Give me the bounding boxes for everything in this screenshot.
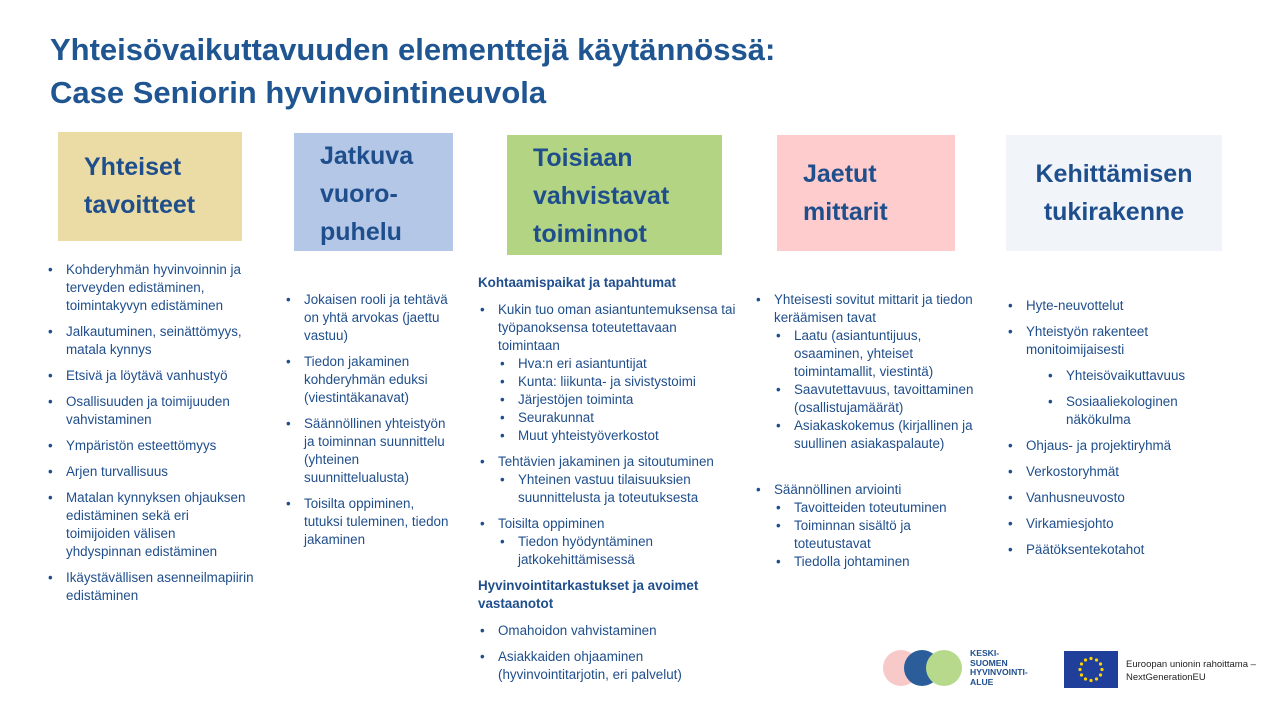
list-item: • Vanhusneuvosto (1006, 489, 1206, 507)
column-jatkuva-vuoropuhelu (284, 291, 456, 557)
sub-list-item: • Tiedon hyödyntäminen jatkokehittämisessä (498, 533, 740, 569)
list-item (1006, 323, 1206, 429)
column-toisiaan-vahvistavat (478, 274, 740, 692)
list-item: • Ikäystävällisen asenneilmapiirin edistäminen (46, 569, 254, 605)
sub-list-item: • Yhteisövaikuttavuus (1046, 367, 1206, 385)
header-line: toiminnot (533, 220, 647, 248)
header-jaetut-mittarit (777, 135, 955, 251)
list-item: • Etsivä ja löytävä vanhustyö (46, 367, 254, 385)
list-item: • Säännöllinen yhteistyön ja toiminnan suunnittelu (yhteinen suunnittelualusta) (284, 415, 456, 487)
header-line: tavoitteet (84, 191, 196, 219)
sub-list-item: • Hva:n eri asiantuntijat (498, 355, 740, 373)
subheading-kohtaamispaikat: Kohtaamispaikat ja tapahtumat (478, 275, 676, 290)
sub-list-item: • Muut yhteistyöverkostot (498, 427, 740, 445)
title-line-1: Yhteisövaikuttavuuden elementtejä käytännössä: (50, 32, 776, 67)
sub-list-item: • Laatu (asiantuntijuus, osaaminen, yhteiset toimintamallit, viestintä) (774, 327, 976, 381)
header-yhteiset-tavoitteet (58, 132, 242, 241)
eu-star (1080, 673, 1083, 676)
list-item: • Virkamiesjohto (1006, 515, 1206, 533)
list-item: • Omahoidon vahvistaminen (478, 622, 740, 640)
eu-funding-text (1126, 658, 1256, 684)
title-line-2: Case Seniorin hyvinvointineuvola (50, 75, 547, 110)
list-item: • Ympäristön esteettömyys (46, 437, 254, 455)
list-item (478, 301, 740, 445)
eu-star (1080, 662, 1083, 665)
eu-text-line: Euroopan unionin rahoittama – (1126, 659, 1256, 670)
list-item: • Arjen turvallisuus (46, 463, 254, 481)
eu-star (1084, 658, 1087, 661)
eu-flag-icon (1064, 651, 1118, 688)
header-kehittamisen-tukirakenne (1006, 135, 1222, 251)
subheading-hyvinvointitarkastukset: Hyvinvointitarkastukset ja avoimet vastaanotot (478, 578, 699, 611)
eu-star (1089, 679, 1092, 682)
list-item-text: Yhteistyön rakenteet monitoimijaisesti (1026, 324, 1149, 357)
eu-star (1084, 677, 1087, 680)
list-item: • Osallisuuden ja toimijuuden vahvistaminen (46, 393, 254, 429)
sub-list-item: • Seurakunnat (498, 409, 740, 427)
logo-text-line: SUOMEN (970, 657, 1008, 668)
eu-star (1095, 658, 1098, 661)
list-item: • Päätöksentekotahot (1006, 541, 1206, 559)
logo-text-line: ALUE (970, 676, 994, 687)
page-title (50, 28, 775, 114)
list-item (754, 481, 976, 571)
eu-star (1099, 662, 1102, 665)
region-logo-text (970, 649, 1028, 687)
region-logo-circles (882, 648, 968, 688)
list-item-text: Säännöllinen arviointi (774, 482, 902, 497)
list-item: • Jalkautuminen, seinättömyys, matala kynnys (46, 323, 254, 359)
header-line: tukirakenne (1043, 198, 1185, 226)
list-item (754, 291, 976, 453)
sub-list-item: • Sosiaaliekologinen näkökulma (1046, 393, 1206, 429)
sub-list-item: • Tiedolla johtaminen (774, 553, 976, 571)
region-logo (882, 648, 1042, 688)
sub-list-item: • Kunta: liikunta- ja sivistystoimi (498, 373, 740, 391)
list-item: • Tiedon jakaminen kohderyhmän eduksi (viestintäkanavat) (284, 353, 456, 407)
logo-text-line: HYVINVOINTI- (970, 667, 1028, 677)
list-item-text: Toisilta oppiminen (498, 516, 605, 531)
sub-list-item: • Saavutettavuus, tavoittaminen (osallistujamäärät) (774, 381, 976, 417)
header-line: Kehittämisen (1035, 160, 1193, 188)
header-line: Yhteiset (84, 153, 182, 181)
list-item: • Matalan kynnyksen ohjauksen edistäminen sekä eri toimijoiden välisen yhdyspinnan edistäminen (46, 489, 254, 561)
sub-list-item: • Järjestöjen toiminta (498, 391, 740, 409)
header-toisiaan-vahvistavat (507, 135, 722, 255)
sub-list-item: • Asiakaskokemus (kirjallinen ja suullinen asiakaspalaute) (774, 417, 976, 453)
list-item-text: Tehtävien jakaminen ja sitoutuminen (498, 454, 714, 469)
list-item: • Kohderyhmän hyvinvoinnin ja terveyden edistäminen, toimintakyvyn edistäminen (46, 261, 254, 315)
eu-text-line: NextGenerationEU (1126, 672, 1206, 683)
list-item-text: Yhteisesti sovitut mittarit ja tiedon keräämisen tavat (774, 292, 973, 325)
list-item: • Verkostoryhmät (1006, 463, 1206, 481)
header-line: puhelu (320, 218, 402, 246)
eu-star (1099, 673, 1102, 676)
list-item: • Ohjaus- ja projektiryhmä (1006, 437, 1206, 455)
column-jaetut-mittarit (754, 291, 976, 571)
header-line: Jatkuva (320, 142, 414, 170)
sub-list-item: • Tavoitteiden toteutuminen (774, 499, 976, 517)
header-line: mittarit (803, 198, 888, 226)
list-item: • Jokaisen rooli ja tehtävä on yhtä arvokas (jaettu vastuu) (284, 291, 456, 345)
header-line: Jaetut (803, 160, 877, 188)
list-item (478, 453, 740, 507)
eu-star (1095, 677, 1098, 680)
sub-list-item: • Toiminnan sisältö ja toteutustavat (774, 517, 976, 553)
eu-star (1078, 668, 1081, 671)
list-item (478, 515, 740, 569)
list-item-text: Kukin tuo oman asiantuntemuksensa tai työpanoksensa toteutettavaan toimintaan (498, 302, 736, 353)
sub-list-item: • Yhteinen vastuu tilaisuuksien suunnittelusta ja toteutuksesta (498, 471, 740, 507)
header-line: vahvistavat (533, 182, 670, 210)
eu-star (1100, 668, 1103, 671)
list-item: • Hyte-neuvottelut (1006, 297, 1206, 315)
header-line: vuoro- (320, 180, 398, 208)
column-yhteiset-tavoitteet (46, 261, 254, 613)
header-jatkuva-vuoropuhelu (294, 133, 453, 251)
eu-star (1089, 657, 1092, 660)
column-kehittamisen-tukirakenne (1006, 297, 1206, 567)
list-item: • Toisilta oppiminen, tutuksi tuleminen, tiedon jakaminen (284, 495, 456, 549)
logo-text-line: KESKI- (970, 648, 1000, 658)
eu-funding-logo (1064, 651, 1264, 689)
header-line: Toisiaan (533, 144, 633, 172)
list-item: • Asiakkaiden ohjaaminen (hyvinvointitarjotin, eri palvelut) (478, 648, 740, 684)
